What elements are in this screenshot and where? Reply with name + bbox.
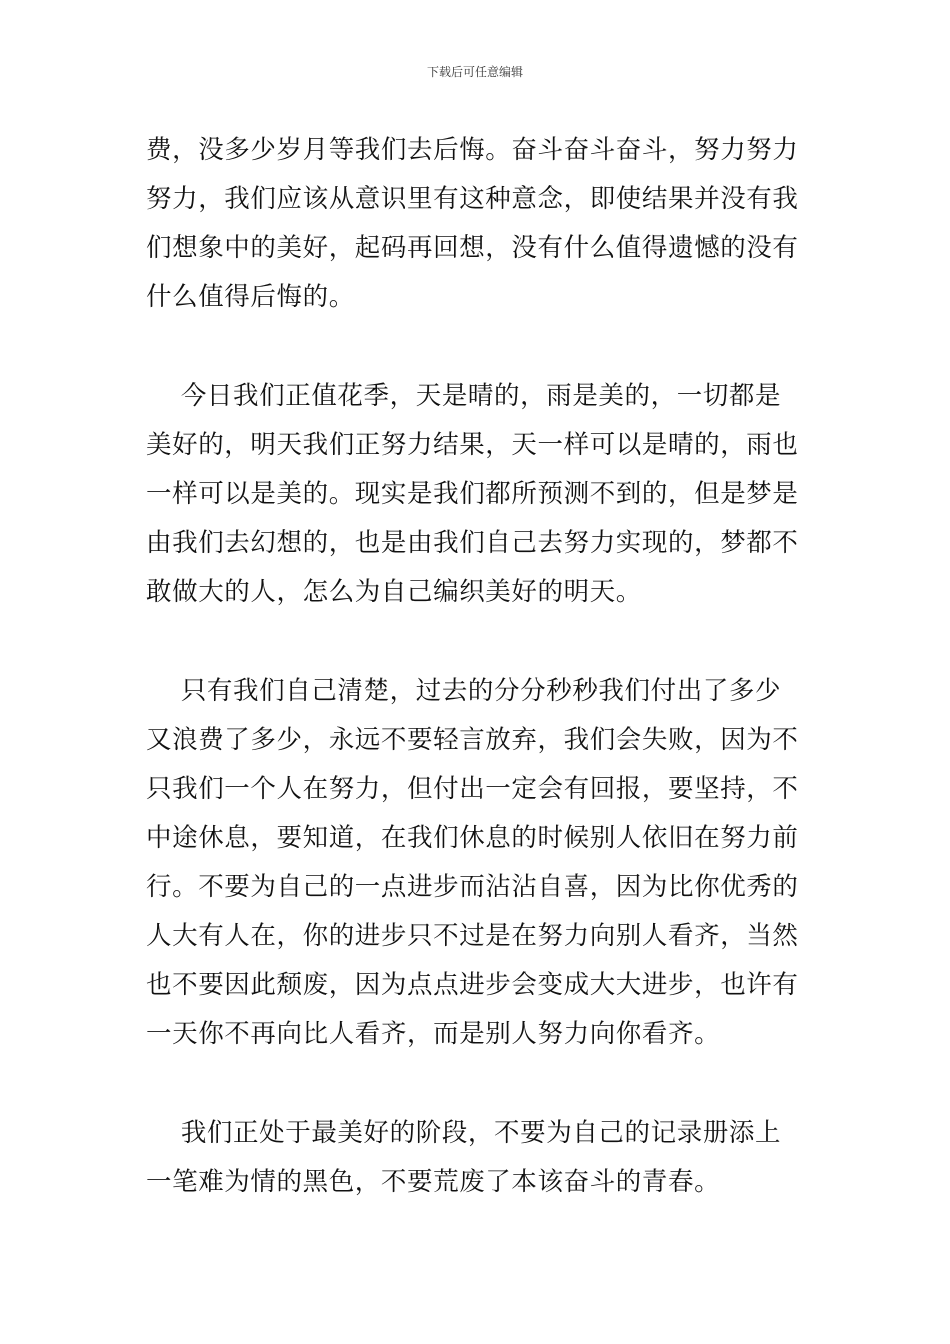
document-body [146,126,806,1207]
text-line: 只我们一个人在努力，但付出一定会有回报，要坚持，不 [146,774,799,804]
text-line: 们想象中的美好，起码再回想，没有什么值得遗憾的没有 [146,233,799,263]
text-line: 我们正处于最美好的阶段，不要为自己的记录册添上 [146,1118,782,1148]
paragraph-2 [146,372,806,617]
text-line: 一笔难为情的黑色，不要荒废了本该奋斗的青春。 [146,1167,721,1197]
text-line: 敢做大的人，怎么为自己编织美好的明天。 [146,577,642,607]
text-line: 中途休息，要知道，在我们休息的时候别人依旧在努力前 [146,823,799,853]
text-line: 只有我们自己清楚，过去的分分秒秒我们付出了多少 [146,676,782,706]
text-line: 今日我们正值花季，天是晴的，雨是美的，一切都是 [146,381,782,411]
text-line: 一样可以是美的。现实是我们都所预测不到的，但是梦是 [146,479,799,509]
text-line: 由我们去幻想的，也是由我们自己去努力实现的，梦都不 [146,528,799,558]
text-line: 也不要因此颓废，因为点点进步会变成大大进步，也许有 [146,970,799,1000]
text-line: 行。不要为自己的一点进步而沾沾自喜，因为比你优秀的 [146,872,799,902]
page-header: 下载后可任意编辑 [426,65,523,79]
paragraph-1 [146,126,806,322]
text-line: 一天你不再向比人看齐，而是别人努力向你看齐。 [146,1019,721,1049]
text-line: 费，没多少岁月等我们去后悔。奋斗奋斗奋斗，努力努力 [146,135,799,165]
paragraph-gap [146,617,806,667]
text-line: 又浪费了多少，永远不要轻言放弃，我们会失败，因为不 [146,725,799,755]
paragraph-4 [146,1109,806,1207]
paragraph-gap [146,1059,806,1109]
text-line: 努力，我们应该从意识里有这种意念，即使结果并没有我 [146,184,799,214]
text-line: 什么值得后悔的。 [146,282,355,312]
paragraph-gap [146,322,806,372]
text-line: 人大有人在，你的进步只不过是在努力向别人看齐，当然 [146,921,799,951]
text-line: 美好的，明天我们正努力结果，天一样可以是晴的，雨也 [146,430,799,460]
paragraph-3 [146,667,806,1059]
